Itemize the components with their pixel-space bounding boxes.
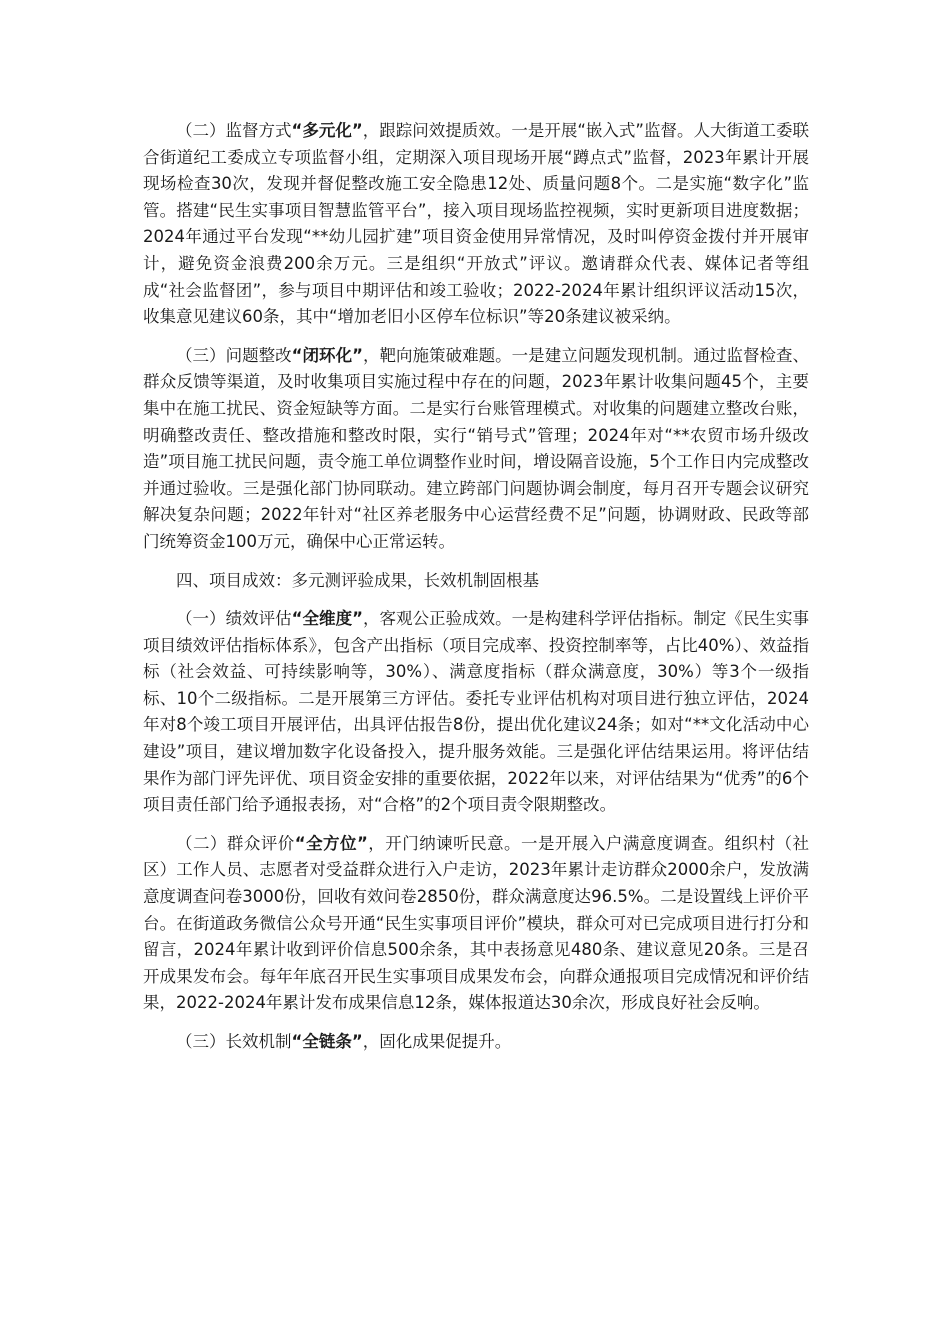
paragraph-long-term-mechanism [143,1029,809,1056]
paragraph-keyword: “全维度” [291,609,363,629]
paragraph-supervision [143,118,809,331]
paragraph-lead: （二）监督方式 [176,121,292,140]
paragraph-keyword: “全方位” [294,833,368,853]
paragraph-lead: （一）绩效评估 [176,609,292,629]
paragraph-keyword: “多元化” [291,121,363,140]
paragraph-body: ，开门纳谏听民意。一是开展入户满意度调查。组织村（社区）工作人员、志愿者对受益群众进行入户走访，2023年累计走访群众2000余户，发放满意度调查问卷3000份，回收有效问卷2850份，群众满意度达96.5%。二是设置线上评价平台。在街道政务微信公众号开通“民生实事项目评价”模块，群众可对已完成项目进行打分和留言，2024年累计收到评价信息500余条，其中表扬意见480条、建议意见20条。三是召开成果发布会。每年年底召开民生实事项目成果发布会，向群众通报项目完成情况和评价结果，2022-2024年累计发布成果信息12条，媒体报道达30余次，形成良好社会反响。 [143,833,809,1013]
paragraph-body: ，靶向施策破难题。一是建立问题发现机制。通过监督检查、群众反馈等渠道，及时收集项目实施过程中存在的问题，2023年累计收集问题45个，主要集中在施工扰民、资金短缺等方面。二是实行台账管理模式。对收集的问题建立整改台账，明确整改责任、整改措施和整改时限，实行“销号式”管理；2024年对“**农贸市场升级改造”项目施工扰民问题，责令施工单位调整作业时间，增设隔音设施，5个工作日内完成整改并通过验收。三是强化部门协同联动。建立跨部门问题协调会制度，每月召开专题会议研究解决复杂问题；2022年针对“社区养老服务中心运营经费不足”问题，协调财政、民政等部门统筹资金100万元，确保中心正常运转。 [143,345,810,551]
paragraph-performance-evaluation [143,606,809,819]
paragraph-lead: （二）群众评价 [176,833,295,853]
section-heading: 四、项目成效：多元测评验成果，长效机制固根基 [176,570,539,590]
paragraph-body: ，跟踪问效提质效。一是开展“嵌入式”监督。人大街道工委联合街道纪工委成立专项监督小组，定期深入项目现场开展“蹲点式”监督，2023年累计开展现场检查30次，发现并督促整改施工安全隐患12处、质量问题8个。二是实施“数字化”监管。搭建“民生实事项目智慧监管平台”，接入项目现场监控视频，实时更新项目进度数据；2024年通过平台发现“**幼儿园扩建”项目资金使用异常情况，及时叫停资金拨付并开展审计，避免资金浪费200余万元。三是组织“开放式”评议。邀请群众代表、媒体记者等组成“社会监督团”，参与项目中期评估和竣工验收；2022-2024年累计组织评议活动15次，收集意见建议60条，其中“增加老旧小区停车位标识”等20条建议被采纳。 [143,121,809,327]
paragraph-lead: （三）问题整改 [176,345,292,365]
paragraph-body: ，固化成果促提升。 [362,1032,512,1051]
paragraph-keyword: “闭环化” [291,345,363,365]
paragraph-rectification [143,343,809,556]
paragraph-body: ，客观公正验成效。一是构建科学评估指标。制定《民生实事项目绩效评估指标体系》，包含产出指标（项目完成率、投资控制率等，占比40%）、效益指标（社会效益、可持续影响等，30%）、满意度指标（群众满意度，30%）等3个一级指标、10个二级指标。二是开展第三方评估。委托专业评估机构对项目进行独立评估，2024年对8个竣工项目开展评估，出具评估报告8份，提出优化建议24条；如对“**文化活动中心建设”项目，建议增加数字化设备投入，提升服务效能。三是强化评估结果运用。将评估结果作为部门评先评优、项目资金安排的重要依据，2022年以来，对评估结果为“优秀”的6个项目责任部门给予通报表扬，对“合格”的2个项目责令限期整改。 [143,609,810,815]
paragraph-public-evaluation [143,831,809,1017]
paragraph-lead: （三）长效机制 [176,1032,292,1051]
paragraph-keyword: “全链条” [291,1032,363,1051]
document-body [143,118,809,1068]
